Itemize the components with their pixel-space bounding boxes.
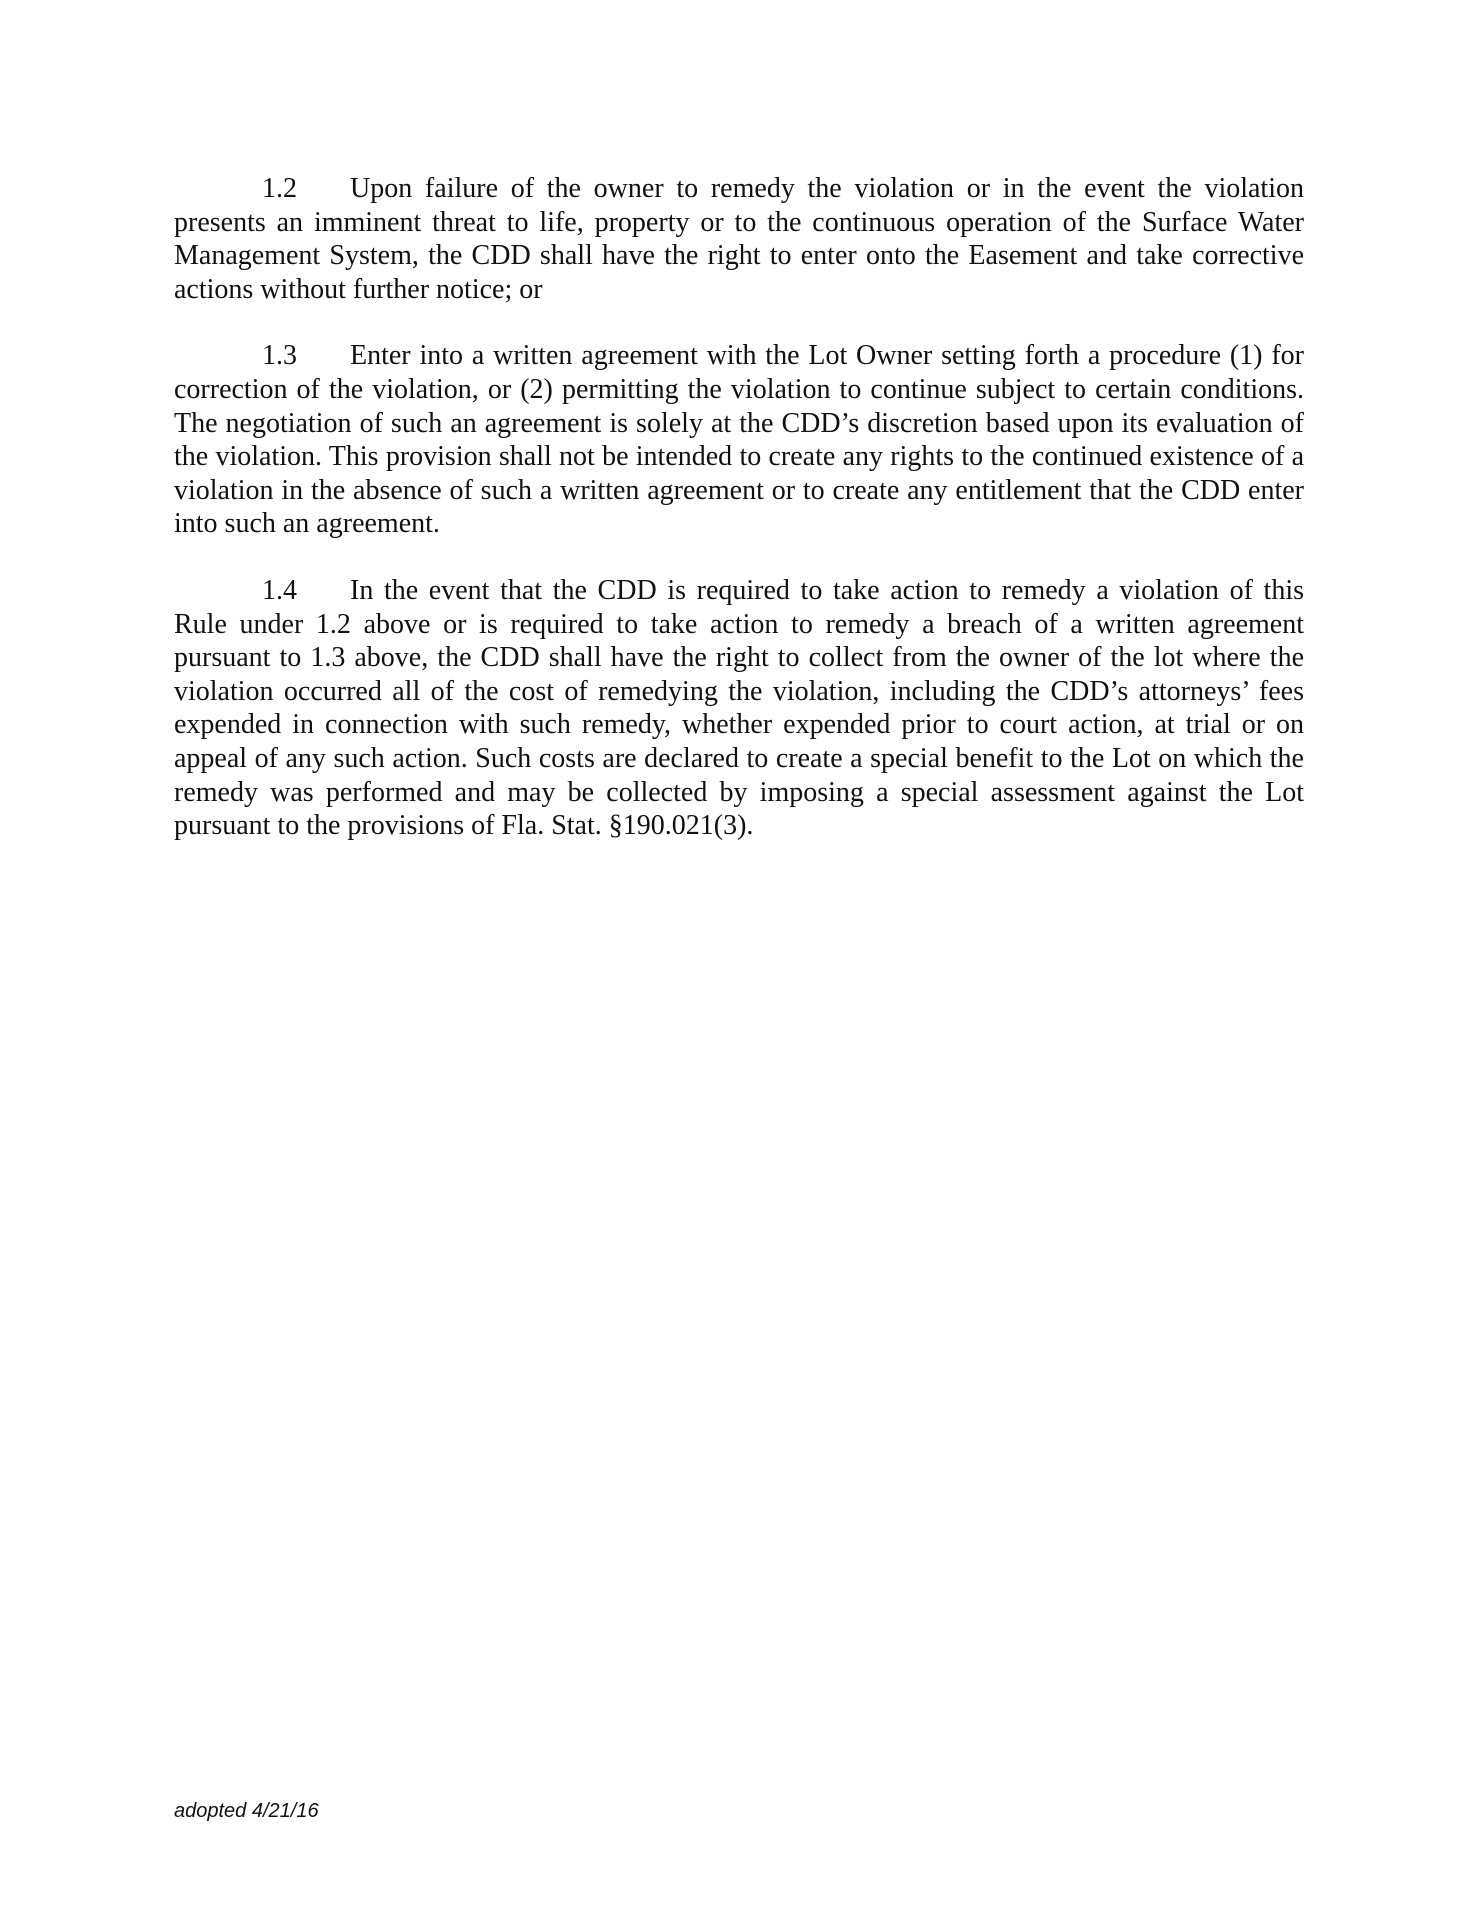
paragraph-text: Upon failure of the owner to remedy the violation or in the event the violation presents an imminent threat to life, property or to the continuous operation of the Surface Water Management System, the CDD shall have the right to enter onto the Easement and take corrective actions without further notice; or bbox=[174, 173, 1304, 305]
paragraph-text: Enter into a written agreement with the Lot Owner setting forth a procedure (1) for correction of the violation, or (2) permitting the violation to continue subject to certain conditions. The negotiation of such an agreement is solely at the CDD’s discretion based upon its evaluation of the violation. This provision shall not be intended to create any rights to the continued existence of a violation in the absence of such a written agreement or to create any entitlement that the CDD enter into such an agreement. bbox=[174, 340, 1304, 540]
footer-adoption-date: adopted 4/21/16 bbox=[174, 1800, 319, 1822]
paragraph-number: 1.3 bbox=[262, 340, 297, 372]
paragraph-1-2 bbox=[174, 172, 1304, 306]
paragraph-1-3 bbox=[174, 339, 1304, 541]
document-body bbox=[174, 172, 1304, 876]
paragraph-number: 1.2 bbox=[262, 173, 297, 204]
paragraph-text: In the event that the CDD is required to take action to remedy a violation of this Rule under 1.2 above or is required to take action to remedy a breach of a written agreement pursuant to 1.3 above, the CDD shall have the right to collect from the owner of the lot where the violation occurred all of the cost of remedying the violation, including the CDD’s attorneys’ fees expended in connection with such remedy, whether expended prior to court action, at trial or on appeal of any such action. Such costs are declared to create a special benefit to the Lot on which the remedy was performed and may be collected by imposing a special assessment against the Lot pursuant to the provisions of Fla. Stat. §190.021(3). bbox=[174, 574, 1304, 842]
paragraph-number: 1.4 bbox=[262, 574, 297, 606]
paragraph-1-4 bbox=[174, 574, 1304, 843]
